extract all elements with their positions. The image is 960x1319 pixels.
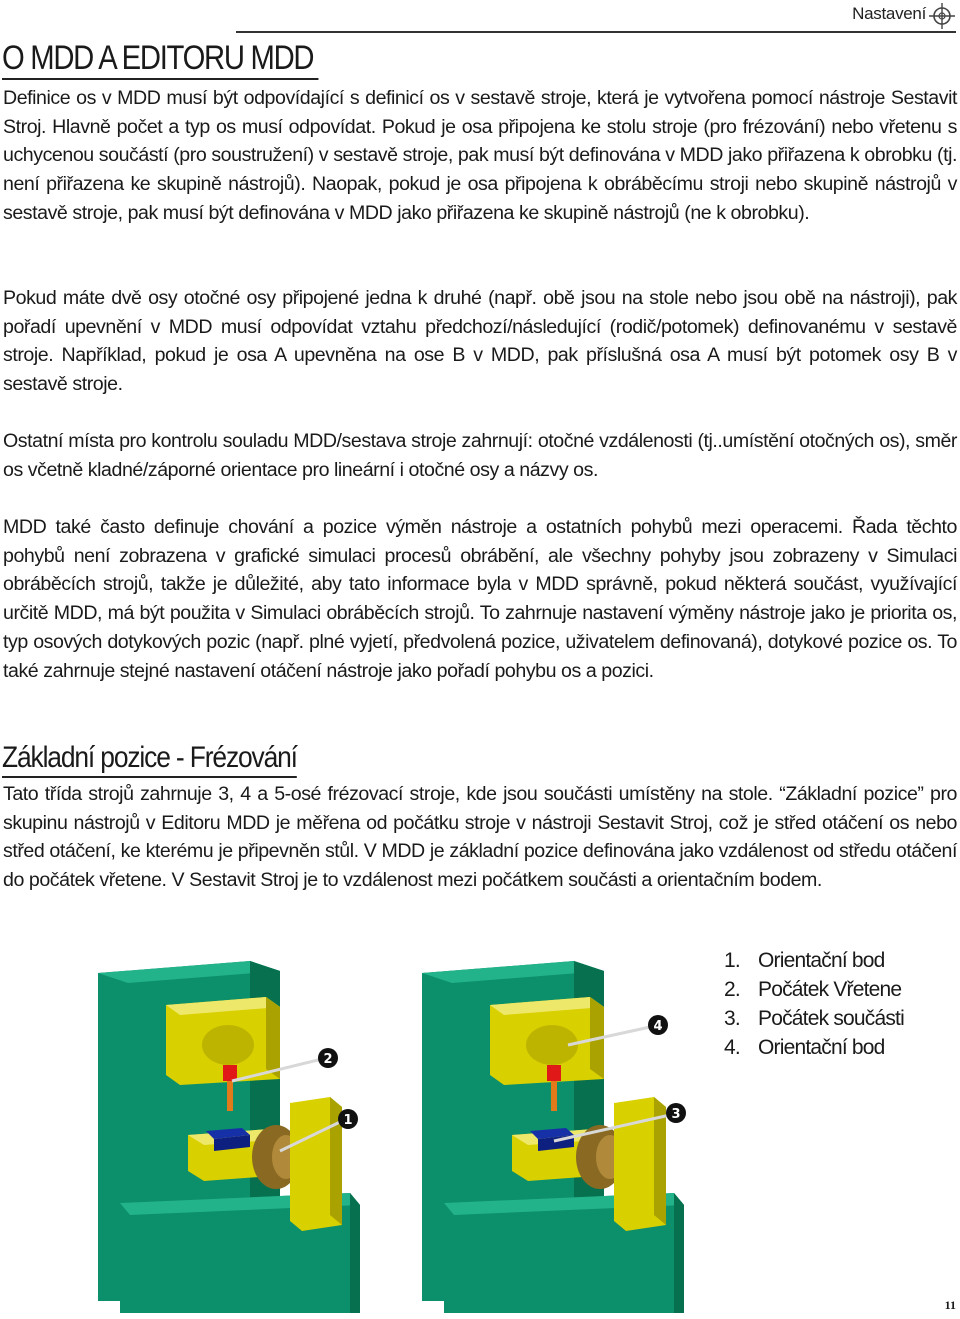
marker-1: 1 [343, 1113, 353, 1128]
page-title: O MDD A EDITORU MDD [2, 38, 318, 80]
page-number: 11 [944, 1298, 956, 1312]
section-title: Základní pozice - Frézování [2, 740, 297, 778]
machine-right [422, 961, 686, 1313]
paragraph-axis-definition: Definice os v MDD musí být odpovídající s definicí os v sestavě stroje, která je vytvořena pomocí nástroje Sestavit Stroj. Hlavně počet a typ os musí odpovídat. Pokud je osa připojena ke stolu stroje (pro frézování) nebo vřetenu s uchycenou součástí (pro soustružení) v sestavě stroje, pak musí být definována v MDD jako přiřazena k obrobku (tj. není přiřazena ke skupině nástrojů). Naopak, pokud je osa připojena k obráběcímu stroji nebo skupině nástrojů v sestavě stroje, pak musí být definována v MDD jako přiřazena ke skupině nástrojů (ne k obrobku). [3, 87, 957, 224]
milling-machine-figure [80, 935, 720, 1313]
header-section-label: Nastavení [852, 4, 926, 23]
paragraph-rotary-axes: Pokud máte dvě osy otočné osy připojené jedna k druhé (např. obě jsou na stole nebo jsou obě na nástroji), pak pořadí upevnění v MDD musí odpovídat vztahu předchozí/následující (rodič/potomek) definovanému v sestavě stroje. Například, pokud je osa A upevněna na ose B v MDD, pak příslušná osa A musí být potomek osy B v sestavě stroje. [3, 287, 957, 396]
legend-item: 3. Počátek součásti [724, 1007, 904, 1030]
machine-left [98, 961, 360, 1313]
legend-item: 4. Orientační bod [724, 1036, 885, 1059]
paragraph-other-checks: Ostatní místa pro kontrolu souladu MDD/sestava stroje zahrnují: otočné vzdálenosti (tj..umístění otočných os), směr os včetně kladné/záporné orientace pro lineární i otočné osy a názvy os. [3, 430, 957, 481]
figure-legend [724, 946, 904, 1062]
legend-item: 2. Počátek Vřetene [724, 978, 902, 1001]
header-rule [236, 31, 956, 33]
legend-item: 1. Orientační bod [724, 949, 885, 972]
paragraph-tool-change: MDD také často definuje chování a pozice výměn nástroje a ostatních pohybů mezi operacemi. Řada těchto pohybů není zobrazena v grafické simulaci procesů obrábění, ale všechny pohyby jsou zobrazeny v Simulaci obráběcích strojů, takže je důležité, aby tato informace byla v MDD správně, pokud některá součást, využívající určitě MDD, má být použita v Simulaci obráběcích strojů. To zahrnuje nastavení výměny nástroje jako je priorita os, typ osových dotykových pozic (např. plné vyjetí, předvolená pozice, uživatelem definovaná), dotykové pozice os. To také zahrnuje stejné nastavení otáčení nástroje jako pořadí pohybu os a pozici. [3, 516, 957, 682]
paragraph-home-position: Tato třída strojů zahrnuje 3, 4 a 5-osé frézovací stroje, kde jsou součásti umístěny na stole. “Základní pozice” pro skupinu nástrojů v Editoru MDD je měřena od počátku stroje v nástroji Sestavit Stroj, což je střed otáčení os nebo střed otáčení, ke kterému je připevněn stůl. V MDD je základní pozice definována jako vzdálenost od středu otáčení do počátek vřetene. V Sestavit Stroj je to vzdálenost mezi počátkem součásti a orientačním bodem. [3, 783, 957, 892]
crosshair-icon [928, 2, 956, 30]
marker-3: 3 [671, 1107, 681, 1122]
marker-2: 2 [323, 1052, 333, 1067]
marker-4: 4 [653, 1019, 663, 1034]
